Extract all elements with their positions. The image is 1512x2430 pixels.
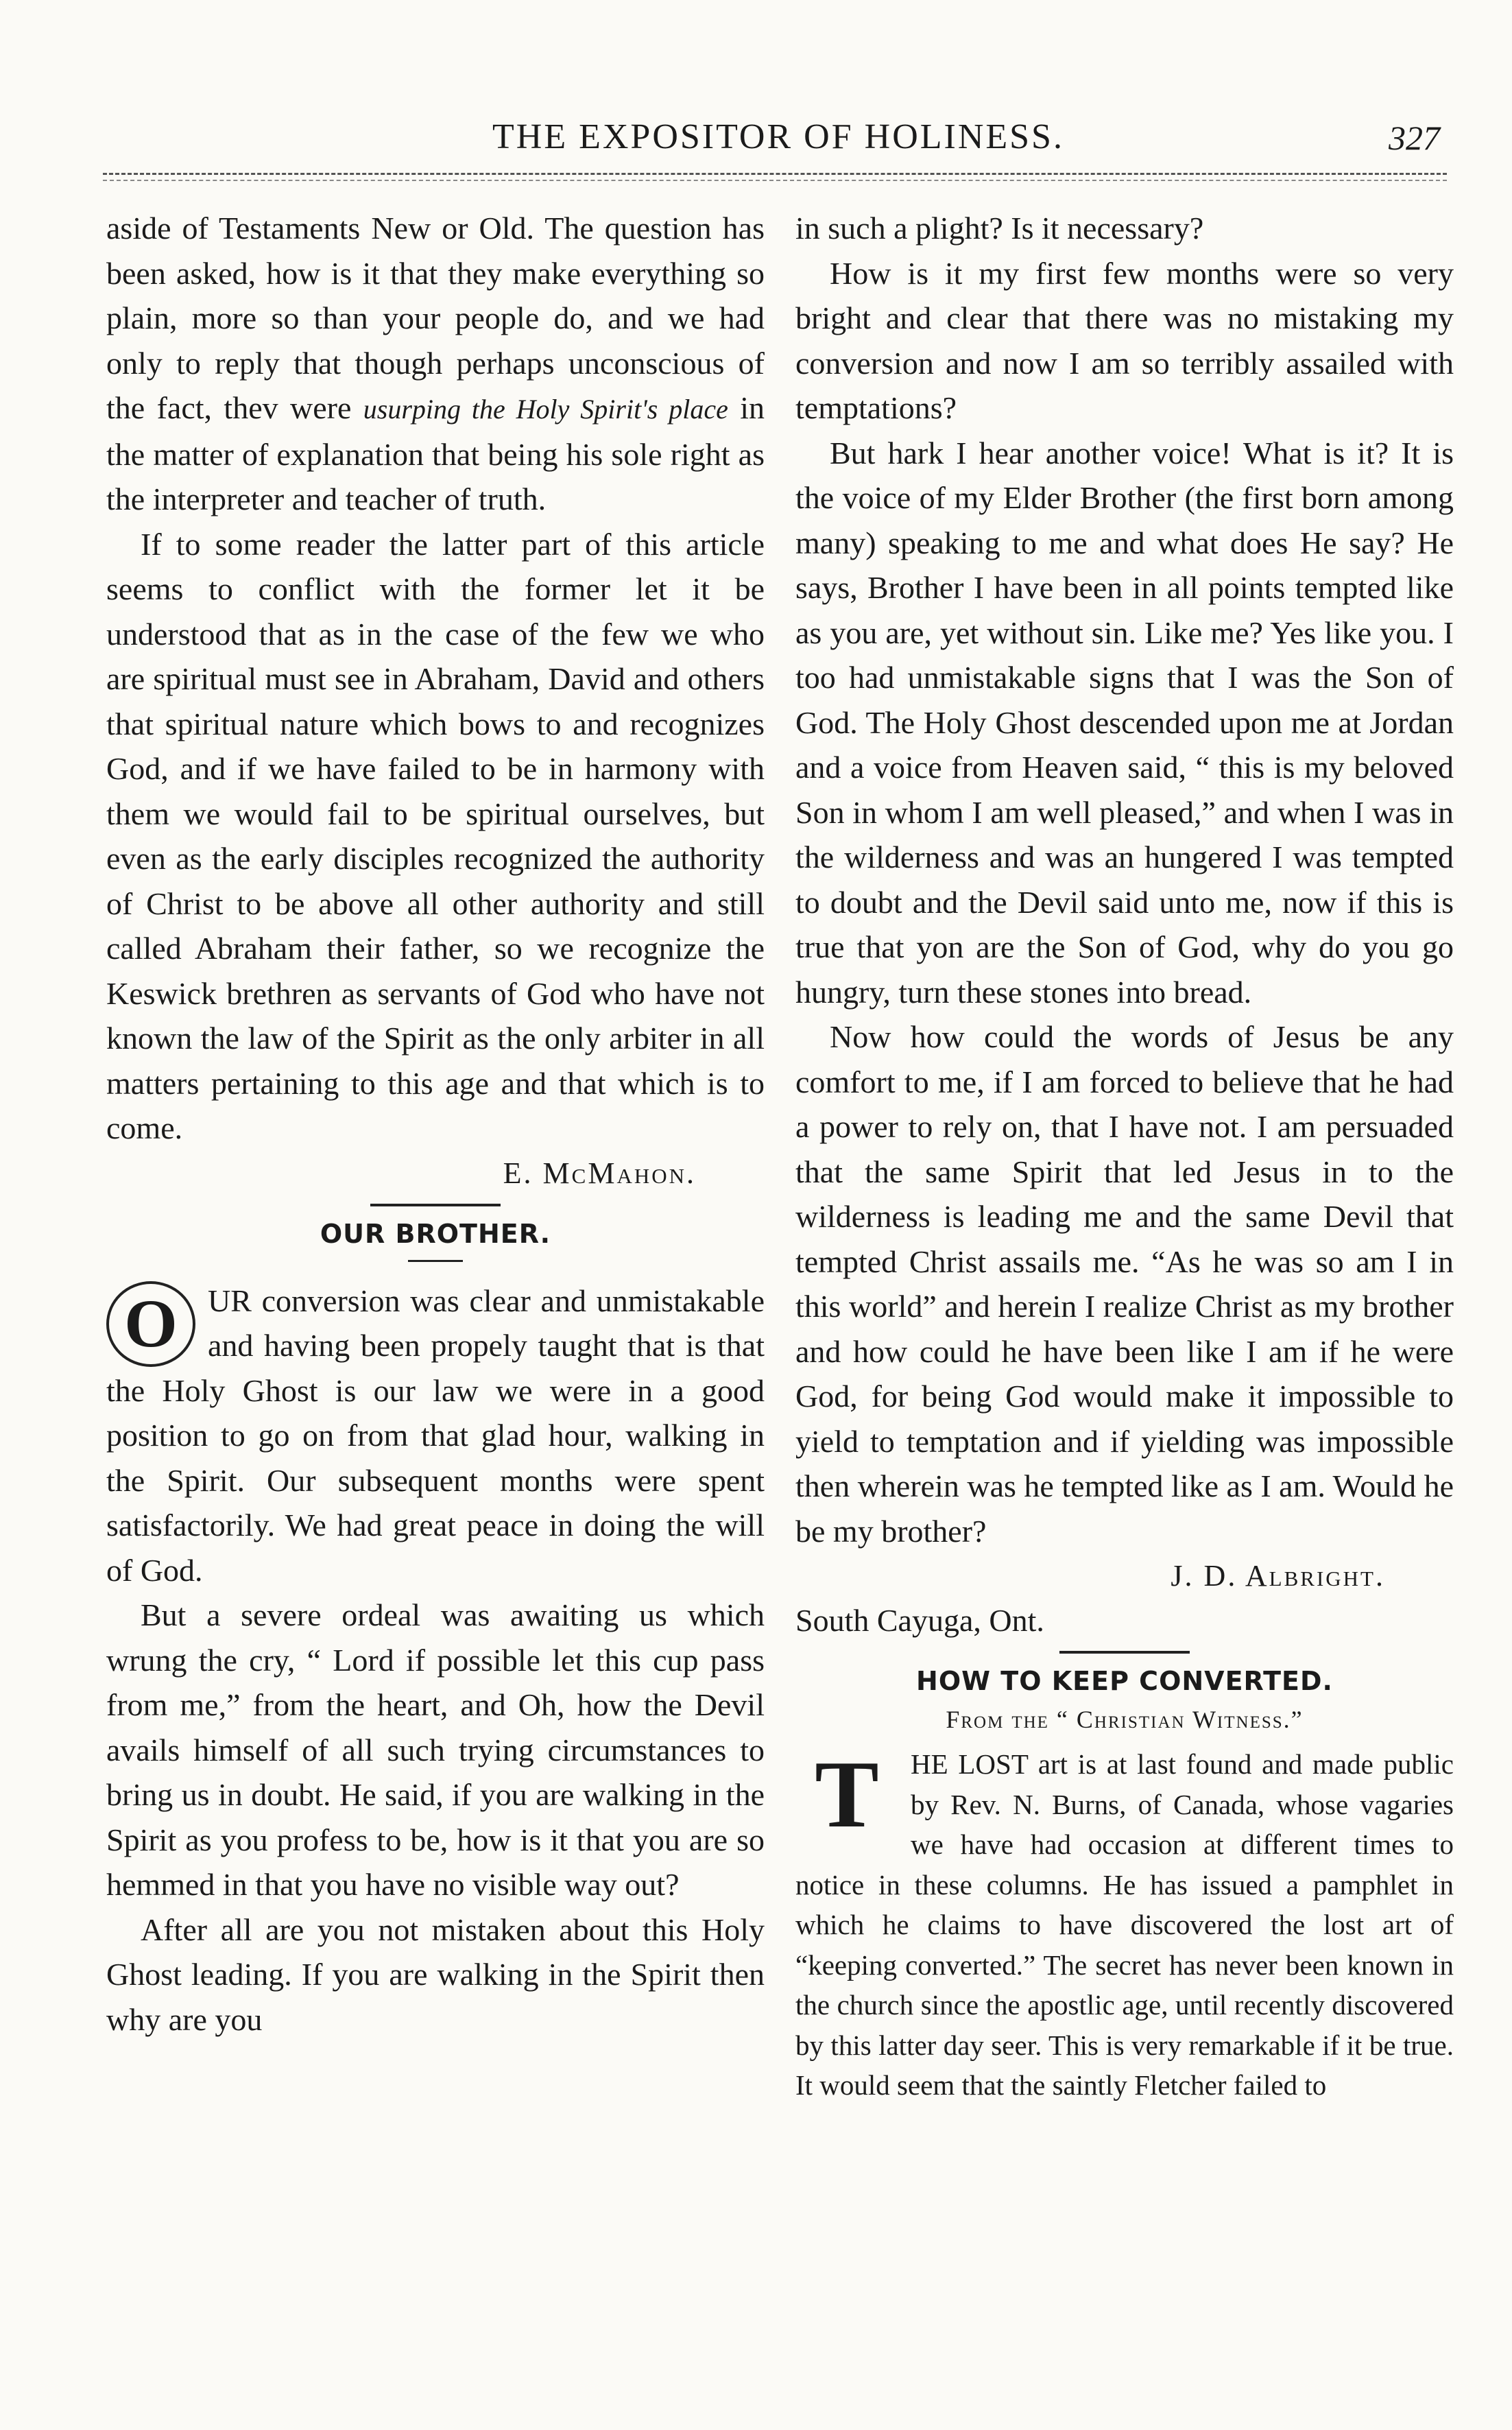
article-paragraph: [795, 1741, 1454, 2106]
article-paragraph: After all are you not mistaken about this Holy Ghost leading. If you are walking in the Spirit then why are you: [106, 1911, 765, 2037]
section-title: HOW TO KEEP CONVERTED.: [916, 1666, 1333, 1696]
paragraph-text: in the matter of explanation that being his sole right as the interpreter and teacher of truth.: [106, 390, 765, 516]
drop-cap: T: [795, 1747, 898, 1843]
page-number: 327: [1389, 119, 1440, 157]
author-location: South Cayuga, Ont.: [795, 1603, 1044, 1638]
article-paragraph: Now how could the words of Jesus be any comfort to me, if I am forced to believe that he had a power to rely on, that I have not. I am persuaded that the same Spirit that led Jesus in to the wilderness is leading me and the same Devil that tempted Christ assails me. “As he was so am I in this world” and herein I realize Christ as my brother and how could he have been like I am if he were God, for being God would make it impossible to yield to temptation and if yielding was impossible then wherein was he tempted like as I am. Would he be my brother?: [795, 1019, 1454, 1549]
header-rule: [103, 173, 1447, 175]
author-signature: J. D. Albright.: [1171, 1559, 1385, 1593]
article-paragraph: [106, 1278, 765, 1593]
section-title: OUR BROTHER.: [320, 1218, 551, 1249]
section-divider: [1059, 1651, 1190, 1654]
article-paragraph: How is it my first few months were so very bright and clear that there was no mistaking my conversion and now I am so terribly assailed with temptations?: [795, 255, 1454, 425]
article-paragraph: If to some reader the latter part of this article seems to conflict with the former let it be understood that as in the case of the few we who are spiritual must see in Abraham, David and others that spiritual nature which bows to and recognizes God, and if we have failed to be in harmony with them we would fail to be spiritual ourselves, but even as the early disciples recognized the authority of Christ to be above all other authority and still called Abraham their father, so we recognize the Keswick brethren as servants of God who have not known the law of the Spirit as the only arbiter in all matters pertaining to this age and that which is to come.: [106, 526, 765, 1145]
drop-cap: O: [106, 1281, 195, 1367]
paragraph-text: UR conversion was clear and unmistakable and having been propely taught that is that the Holy Ghost is our law we were in a good position to go on from that glad hour, walking in the Spirit. Our subsequent months were spent satisfactorily. We had great peace in doing the will of God.: [106, 1283, 765, 1588]
author-signature: E. McMahon.: [503, 1156, 696, 1190]
article-paragraph: But a severe ordeal was awaiting us which wrung the cry, “ Lord if possible let this cup pass from me,” from the heart, and Oh, how the Devil avails himself of all such trying circumstances to bring us in doubt. He said, if you are walking in the Spirit as you profess to be, how is it that you are so hemmed in that you have no visible way out?: [106, 1597, 765, 1902]
section-source: From the “ Christian Witness.”: [946, 1706, 1304, 1733]
article-paragraph: [106, 206, 765, 522]
article-paragraph: in such a plight? Is it necessary?: [795, 211, 1204, 246]
title-underline: [408, 1260, 463, 1262]
header-rule-secondary: [103, 180, 1447, 181]
running-title: THE EXPOSITOR OF HOLINESS.: [492, 117, 1064, 156]
section-divider: [370, 1204, 501, 1206]
left-column: [106, 206, 765, 2042]
emphasized-text: usurping the Holy Spirit's place: [363, 394, 728, 425]
paragraph-text: aside of Testaments New or Old. The question has been asked, how is it that they make everything so plain, more so than your people do, and we had only to reply that though perhaps unconscious of the fact, thev were: [106, 211, 765, 425]
article-paragraph: But hark I hear another voice! What is it? It is the voice of my Elder Brother (the first born among many) speaking to me and what does He say? He says, Brother I have been in all points tempted like as you are, yet without sin. Like me? Yes like you. I too had unmistakable signs that I was the Son of God. The Holy Ghost descended upon me at Jordan and a voice from Heaven said, “ this is my beloved Son in whom I am well pleased,” and when I was in the wilderness and was an hungered I was tempted to doubt and the Devil said unto me, now if this is true that yon are the Son of God, why do you go hungry, turn these stones into bread.: [795, 435, 1454, 1010]
paragraph-text: HE LOST art is at last found and made public by Rev. N. Burns, of Canada, whose vagaries we have had occasion at different times to notice in these columns. He has issued a pamphlet in which he claims to have discovered the lost art of “keeping converted.” The secret has never been known in the church since the apostlic age, until recently discovered by this latter day seer. This is very remarkable if it be true. It would seem that the saintly Fletcher failed to: [795, 1748, 1454, 2101]
right-column: [795, 206, 1454, 2106]
page-header: [103, 117, 1454, 171]
